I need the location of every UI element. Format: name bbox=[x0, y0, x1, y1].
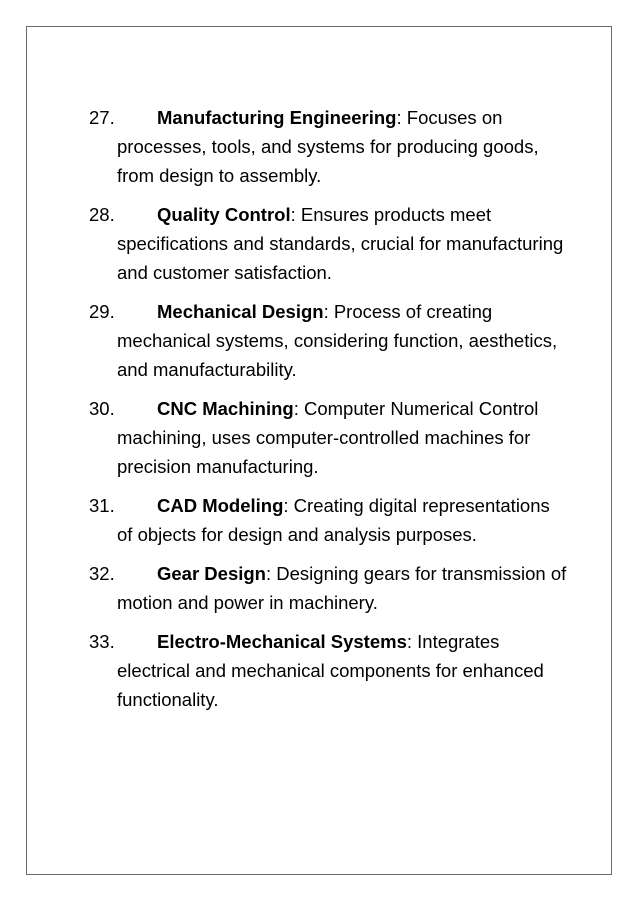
item-term: CAD Modeling bbox=[157, 495, 284, 516]
item-term: CNC Machining bbox=[157, 398, 294, 419]
item-term: Manufacturing Engineering bbox=[157, 107, 397, 128]
glossary-item bbox=[89, 627, 569, 714]
item-definition: : Ensures products meet specifications and standards, crucial for manufacturing and customer satisfaction. bbox=[117, 204, 564, 283]
item-definition: : Integrates electrical and mechanical components for enhanced functionality. bbox=[117, 631, 544, 710]
item-number: 28. bbox=[89, 204, 115, 225]
item-definition: : Computer Numerical Control machining, uses computer-controlled machines for precision manufacturing. bbox=[117, 398, 539, 477]
item-term: Quality Control bbox=[157, 204, 291, 225]
glossary-item bbox=[89, 559, 569, 617]
item-term: Mechanical Design bbox=[157, 301, 324, 322]
item-number: 32. bbox=[89, 563, 115, 584]
item-definition: : Creating digital representations of objects for design and analysis purposes. bbox=[117, 495, 550, 545]
item-number: 30. bbox=[89, 398, 115, 419]
glossary-item bbox=[89, 200, 569, 287]
item-definition: : Designing gears for transmission of motion and power in machinery. bbox=[117, 563, 567, 613]
item-definition: : Process of creating mechanical systems, considering function, aesthetics, and manufacturability. bbox=[117, 301, 558, 380]
item-term: Electro-Mechanical Systems bbox=[157, 631, 407, 652]
item-definition: : Focuses on processes, tools, and systems for producing goods, from design to assembly. bbox=[117, 107, 539, 186]
item-number: 33. bbox=[89, 631, 115, 652]
item-number: 29. bbox=[89, 301, 115, 322]
item-term: Gear Design bbox=[157, 563, 266, 584]
glossary-item bbox=[89, 103, 569, 190]
glossary-list bbox=[89, 103, 569, 724]
document-page bbox=[26, 26, 612, 875]
glossary-item bbox=[89, 297, 569, 384]
item-number: 27. bbox=[89, 107, 115, 128]
item-number: 31. bbox=[89, 495, 115, 516]
glossary-item bbox=[89, 394, 569, 481]
glossary-item bbox=[89, 491, 569, 549]
